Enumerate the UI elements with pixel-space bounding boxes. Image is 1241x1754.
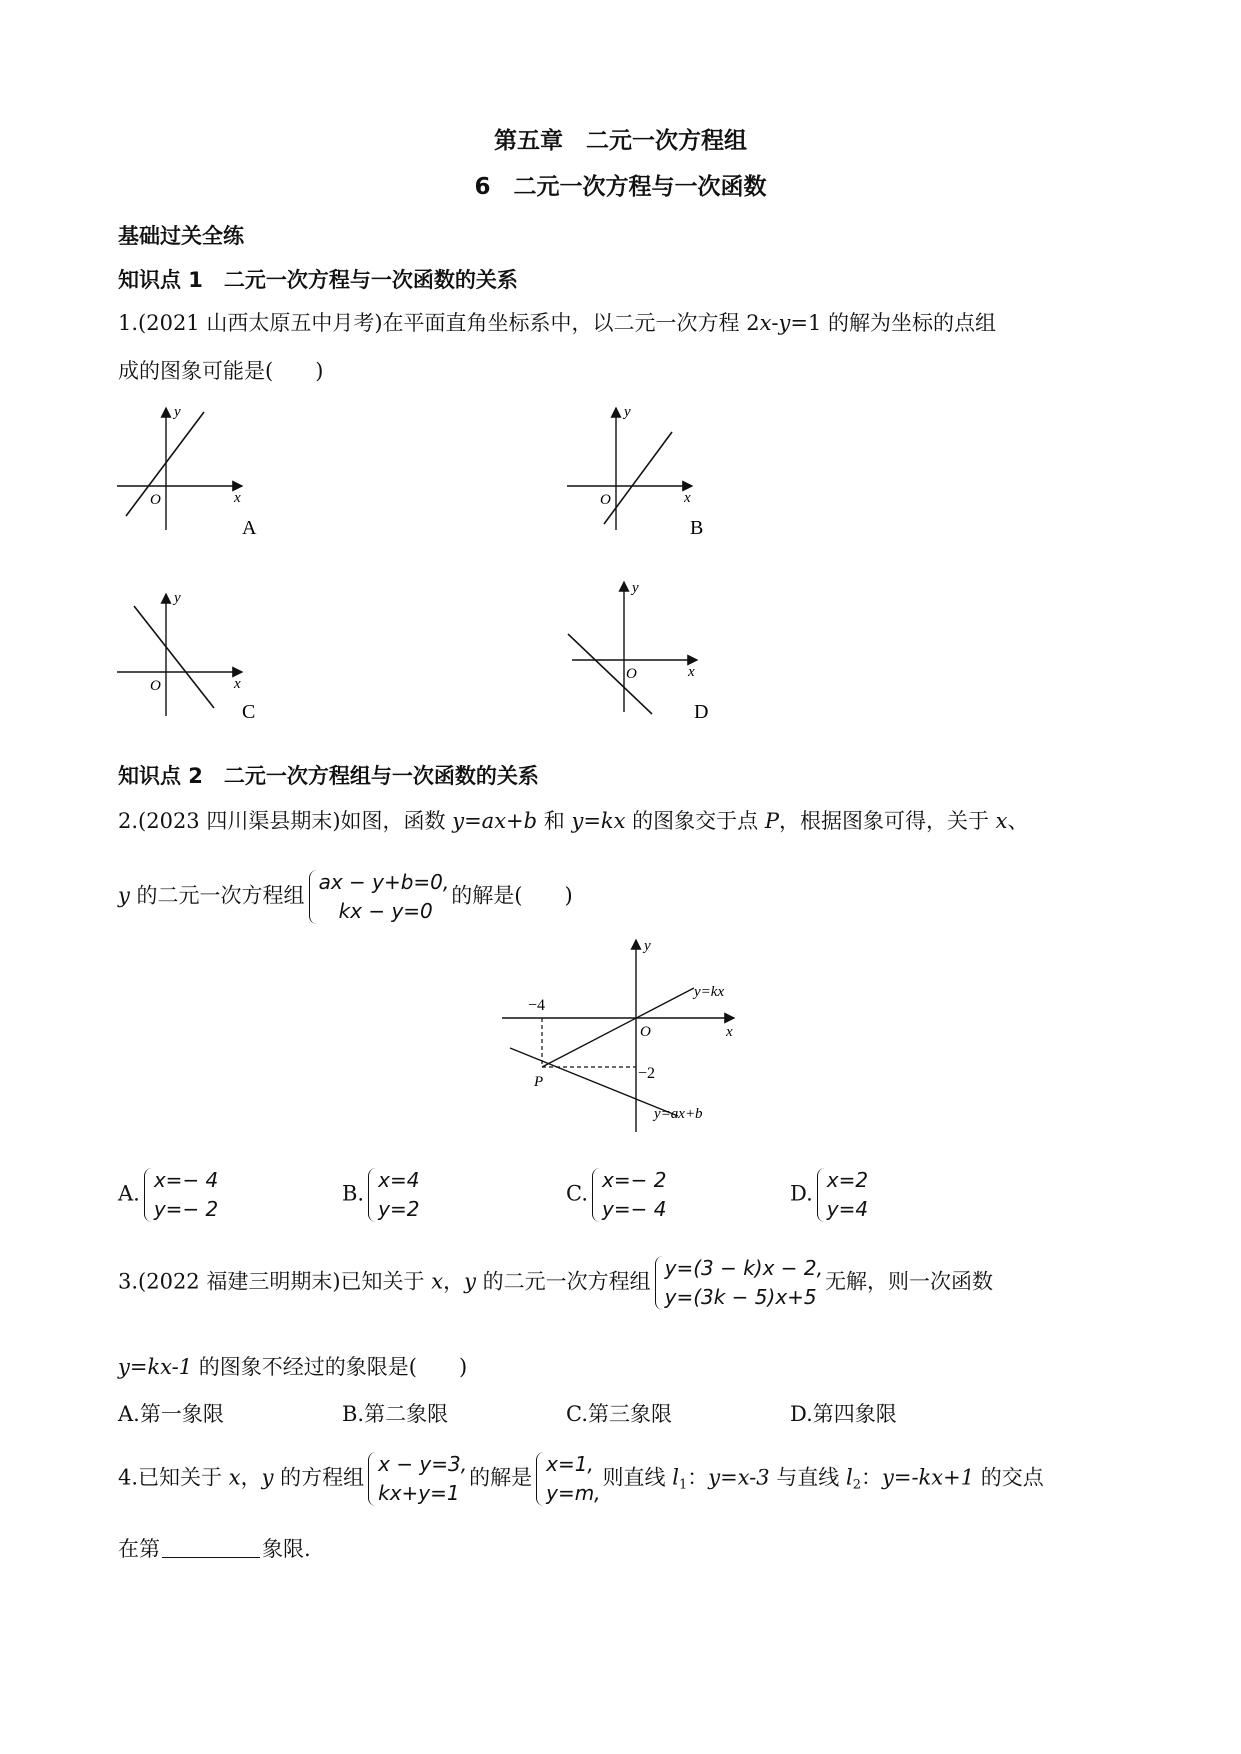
q1b-y-label: y <box>624 404 631 420</box>
q3-text-line1: 3.(2022 福建三明期末)已知关于 x，y 的二元一次方程组 y=(3 − k)x − 2, y=(3k − 5)x+5 无解，则一次函数 <box>118 1254 993 1312</box>
q1-graph-d <box>562 578 722 724</box>
q2-figure <box>498 936 748 1136</box>
q3-option-c[interactable]: C.第三象限 <box>566 1402 672 1426</box>
q2-text-line2: y 的二元一次方程组 ax − y+b=0, kx − y=0 的解是( ) <box>118 868 573 926</box>
chapter-title: 第五章 二元一次方程组 <box>494 128 747 154</box>
knowledge-point-2: 知识点 2 二元一次方程组与一次函数的关系 <box>118 764 539 788</box>
q1-text-line2: 成的图象可能是( ) <box>118 359 324 383</box>
q4-text-line2: 在第 象限. <box>118 1537 311 1561</box>
q3-text-line2: y=kx-1 的图象不经过的象限是( ) <box>118 1355 468 1379</box>
q2-line-axb-label: y=ax+b <box>654 1106 703 1122</box>
q1-graph-b <box>562 400 722 550</box>
q2-tick-x: −4 <box>528 997 546 1014</box>
q1a-option-label: A <box>242 517 257 539</box>
q2-equation-system: ax − y+b=0, kx − y=0 <box>307 868 450 926</box>
q1-graph-c <box>112 584 272 724</box>
q1c-y-label: y <box>174 590 181 606</box>
q1c-x-label: x <box>234 676 241 692</box>
q2-origin-label: O <box>640 1024 651 1040</box>
q1d-x-label: x <box>688 664 695 680</box>
q1a-origin-label: O <box>150 492 161 508</box>
q4-equation-system-1: x − y=3, kx+y=1 <box>366 1450 467 1508</box>
section-heading: 基础过关全练 <box>118 224 244 248</box>
q4-equation-system-2: x=1, y=m, <box>534 1450 600 1508</box>
q3-option-a[interactable]: A.第一象限 <box>118 1402 224 1426</box>
q1b-option-label: B <box>690 517 704 539</box>
q4-answer-blank[interactable] <box>162 1535 260 1558</box>
q1a-x-label: x <box>234 490 241 506</box>
q2-option-d[interactable]: D. x=2 y=4 <box>790 1166 870 1224</box>
lesson-title: 6 二元一次方程与一次函数 <box>474 174 767 200</box>
q3-equation-system: y=(3 − k)x − 2, y=(3k − 5)x+5 <box>653 1254 823 1312</box>
q1-text-line1: 1.(2021 山西太原五中月考)在平面直角坐标系中，以二元一次方程 2x-y=1 的解为坐标的点组 <box>118 311 997 335</box>
q1c-option-label: C <box>242 701 256 723</box>
q3-option-d[interactable]: D.第四象限 <box>790 1402 897 1426</box>
q2-y-label: y <box>644 938 651 954</box>
q1d-option-label: D <box>694 701 709 723</box>
q2-text-line1: 2.(2023 四川渠县期末)如图，函数 y=ax+b 和 y=kx 的图象交于点 P，根据图象可得，关于 x、 <box>118 809 1029 833</box>
knowledge-point-1: 知识点 1 二元一次方程与一次函数的关系 <box>118 268 518 292</box>
q2-tick-y: −2 <box>638 1065 656 1082</box>
q2-point-p-label: P <box>534 1074 544 1090</box>
q1b-x-label: x <box>684 490 691 506</box>
q3-option-b[interactable]: B.第二象限 <box>342 1402 449 1426</box>
q1d-y-label: y <box>632 580 639 596</box>
q1-graph-a <box>112 400 272 550</box>
q2-option-b[interactable]: B. x=4 y=2 <box>342 1166 421 1224</box>
q1a-y-label: y <box>174 404 181 420</box>
q2-option-a[interactable]: A. x=− 4 y=− 2 <box>118 1166 220 1224</box>
q2-x-label: x <box>726 1024 733 1040</box>
q2-line-kx-label: y=kx <box>694 984 725 1000</box>
q1d-origin-label: O <box>626 666 637 682</box>
q4-text-line1: 4.已知关于 x，y 的方程组 x − y=3, kx+y=1 的解是 x=1, y=m, 则直线 $l_1$：y=x-3 与直线 $l_2$：y=-kx+1 的交点 <box>118 1450 1044 1508</box>
q2-option-c[interactable]: C. x=− 2 y=− 4 <box>566 1166 668 1224</box>
q1b-origin-label: O <box>600 492 611 508</box>
q1c-origin-label: O <box>150 678 161 694</box>
